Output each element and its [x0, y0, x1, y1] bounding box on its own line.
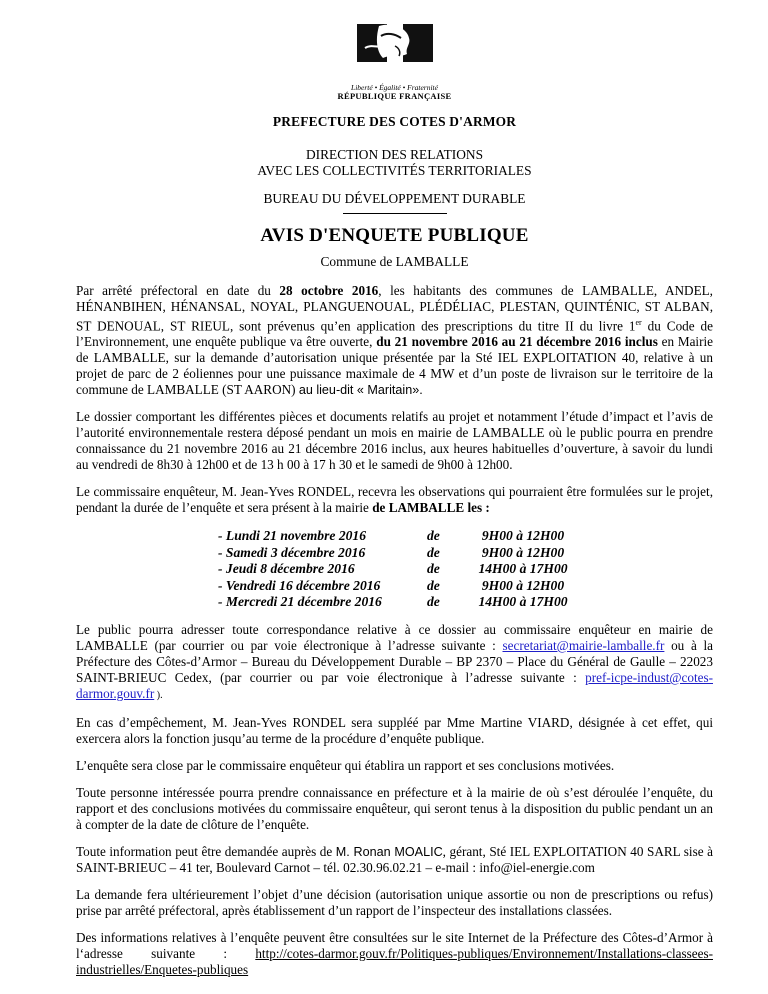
p3-bold: de LAMBALLE les :: [372, 500, 490, 516]
direction-heading: [76, 147, 713, 179]
bureau-heading: BUREAU DU DÉVELOPPEMENT DURABLE: [263, 191, 526, 206]
document-page: [76, 18, 713, 978]
schedule-day: - Samedi 3 décembre 2016: [218, 544, 366, 560]
p1-sup: er: [635, 318, 642, 327]
p3-text: Le commissaire enquêteur, M. Jean-Yves RONDEL, recevra les observations qui pourraient être formulées sur le projet, pendant la durée de l’enquête et sera présent à la mairie: [76, 484, 713, 516]
paragraph-empechement: En cas d’empêchement, M. Jean-Yves RONDEL sera suppléé par Mme Martine VIARD, désignée à cet effet, qui exercera alors la fonction jusqu’au terme de la procédure d’enquête publique.: [76, 714, 713, 746]
schedule-time: 9H00 à 12H00: [481, 528, 565, 544]
schedule-row: [218, 561, 713, 578]
logo-motto: Liberté • Égalité • Fraternité: [351, 83, 438, 92]
prefecture-heading: PREFECTURE DES COTES D'ARMOR: [272, 114, 517, 129]
email-link-prefecture[interactable]: pref-icpe-indust@cotes-darmor.gouv.fr: [76, 669, 713, 701]
p1-text-d: du Code de l’Environnement, une enquête publique va être ouverte,: [76, 318, 713, 350]
website-link[interactable]: http://cotes-darmor.gouv.fr/Politiques-publiques/Environnement/Installations-classees-industrielles/Enquetes-publiques: [76, 945, 713, 977]
p1-period: du 21 novembre 2016 au 21 décembre 2016 inclus: [376, 334, 658, 350]
p10-text: Des informations relatives à l’enquête peuvent être consultées sur le site Internet de la Préfecture des Côtes-d’Armor à l‘adresse suivante :: [76, 929, 713, 961]
schedule-row: [218, 528, 713, 545]
schedule-de: de: [427, 594, 440, 610]
paragraph-decision: La demande fera ultérieurement l’objet d’une décision (autorisation unique assortie ou non de prescriptions ou refus) prise par arrêté préfectoral, après établissement d’un rapport de l’inspecteur des installations classées.: [76, 886, 713, 918]
email-link-mairie[interactable]: secretariat@mairie-lamballe.fr: [502, 637, 665, 653]
schedule-time: 9H00 à 12H00: [481, 544, 565, 560]
direction-line-1: DIRECTION DES RELATIONS: [305, 147, 484, 162]
p1-lieu-dit: au lieu-dit « Maritain».: [298, 383, 423, 398]
schedule-row: [218, 545, 713, 562]
schedule-time: 14H00 à 17H00: [478, 561, 568, 577]
p4-text-b: ou à la Préfecture des Côtes-d’Armor – Bureau du Développement Durable – BP 2370 – Place du Général de Gaulle – 22023 SAINT-BRIEUC Cedex, (par courrier ou par voie électronique à l’adresse suivante :: [76, 637, 713, 685]
commune-subtitle: Commune de LAMBALLE: [320, 254, 469, 269]
logo-republic: RÉPUBLIQUE FRANÇAISE: [337, 91, 452, 101]
paragraph-information: [76, 844, 713, 876]
schedule-time: 14H00 à 17H00: [478, 594, 568, 610]
p1-text-a: Par arrêté préfectoral en date du: [76, 283, 280, 298]
schedule-row: [218, 594, 713, 611]
paragraph-commissaire: [76, 484, 713, 516]
p4-text-a: Le public pourra adresser toute correspondance relative à ce dossier au commissaire enquêteur en mairie de LAMBALLE (par courrier ou par voie électronique à l’adresse suivante :: [76, 621, 713, 653]
schedule-de: de: [427, 577, 440, 593]
p1-date: 28 octobre 2016: [279, 283, 379, 298]
schedule-day: - Mercredi 21 décembre 2016: [218, 594, 382, 610]
p4-text-c: ).: [154, 689, 163, 701]
page-title: AVIS D'ENQUETE PUBLIQUE: [260, 225, 529, 246]
schedule-time: 9H00 à 12H00: [481, 577, 565, 593]
schedule-de: de: [427, 561, 440, 577]
schedule-de: de: [427, 528, 440, 544]
p8-contact: M. Ronan MOALIC: [335, 844, 443, 859]
paragraph-website: [76, 930, 713, 978]
logo-caption: [76, 83, 713, 101]
marianne-logo-icon: [335, 18, 455, 82]
paragraph-consultation: Toute personne intéressée pourra prendre connaissance en préfecture et à la mairie de où s’est déroulée l’enquête, du rapport et des conclusions motivées du commissaire enquêteur, qui seront tenus à la disposition du public pendant un an à compter de la date de clôture de l’enquête.: [76, 784, 713, 832]
p8-text-c: , gérant, Sté IEL EXPLOITATION 40 SARL sise à SAINT-BRIEUC – 41 ter, Boulevard Carnot – tél. 02.30.96.02.21 – e-mail : info@iel-energie.com: [76, 843, 713, 875]
paragraph-arrete: [76, 283, 713, 398]
schedule-day: - Jeudi 8 décembre 2016: [218, 561, 355, 577]
schedule-list: [218, 528, 713, 611]
schedule-day: - Vendredi 16 décembre 2016: [218, 577, 381, 593]
divider: [343, 213, 447, 214]
schedule-row: [218, 578, 713, 595]
schedule-de: de: [427, 544, 440, 560]
p1-text-c: , les habitants des communes de LAMBALLE, ANDEL, HÉNANBIHEN, HÉNANSAL, NOYAL, PLANGUENOUAL, PLÉDÉLIAC, PLESTAN, QUINTÉNIC, ST ALBAN, ST DENOUAL, ST RIEUL, sont prévenus qu’en application des prescriptions du titre II du livre 1: [76, 283, 713, 334]
direction-line-2: AVEC LES COLLECTIVITÉS TERRITORIALES: [257, 163, 532, 178]
p8-text-a: Toute information peut être demandée auprès de: [76, 843, 336, 859]
paragraph-cloture: L’enquête sera close par le commissaire enquêteur qui établira un rapport et ses conclusions motivées.: [76, 757, 615, 773]
p1-text-f: en Mairie de LAMBALLE, sur la demande d’autorisation unique présentée par la Sté IEL EXPLOITATION 40, relative à un projet de parc de 2 éoliennes pour une puissance maximale de 4 MW et d’un poste de livraison sur le territoire de la commune de LAMBALLE (ST AARON): [76, 334, 713, 398]
paragraph-correspondance: [76, 622, 713, 704]
paragraph-dossier: Le dossier comportant les différentes pièces et documents relatifs au projet et notamment l’étude d’impact et l’avis de l’autorité environnementale restera déposé pendant un mois en mairie de LAMBALLE où le public pourra en prendre connaissance du 21 novembre 2016 au 21 décembre 2016 inclus, aux heures habituelles d’ouverture, à savoir du lundi au vendredi de 8h30 à 12h00 et de 13 h 00 à 17 h 30 et le samedi de 9h00 à 12h00.: [76, 409, 713, 473]
schedule-day: - Lundi 21 novembre 2016: [218, 528, 367, 544]
